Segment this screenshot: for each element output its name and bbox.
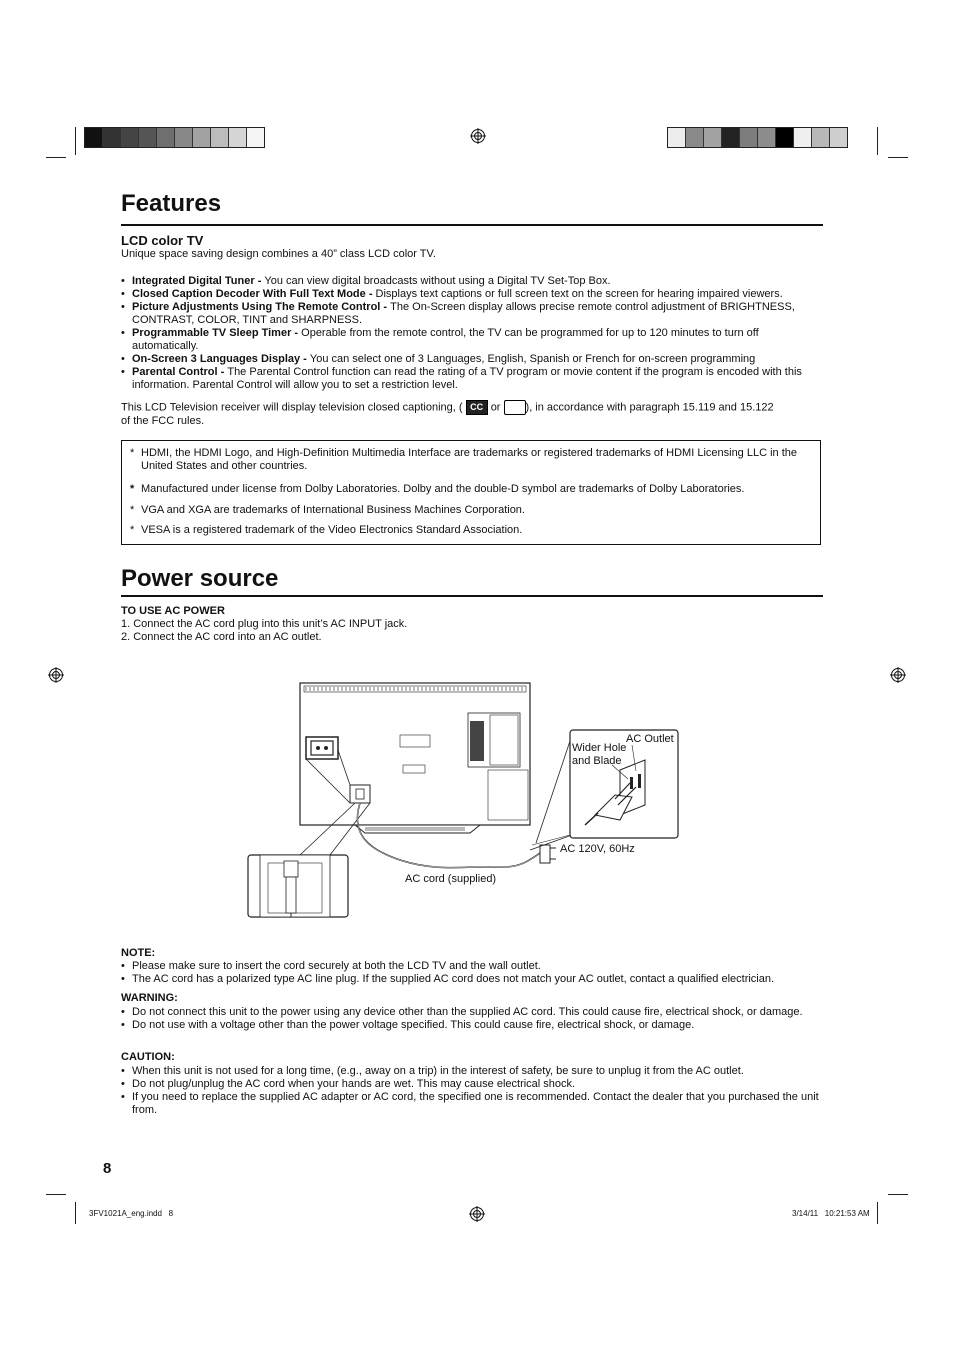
list-item: • Closed Caption Decoder With Full Text Mode - Displays text captions or full screen text on the screen for hearing impaired viewers. bbox=[121, 288, 826, 301]
ac-voltage-label: AC 120V, 60Hz bbox=[560, 843, 635, 855]
wider-hole-label: and Blade bbox=[572, 755, 622, 767]
list-item: • Programmable TV Sleep Timer - Operable from the remote control, the TV can be programmed for up to 120 minutes to turn off automatically. bbox=[121, 327, 826, 353]
caption-box-icon bbox=[504, 400, 526, 415]
trademark-note: * VGA and XGA are trademarks of International Business Machines Corporation. bbox=[130, 504, 525, 516]
color-swatch bbox=[686, 128, 704, 147]
trademark-box bbox=[121, 440, 821, 545]
caution-heading: CAUTION: bbox=[121, 1051, 175, 1063]
print-timestamp: 3/14/11 10:21:53 AM bbox=[792, 1209, 870, 1218]
lcd-description: Unique space saving design combines a 40” class LCD color TV. bbox=[121, 248, 436, 260]
file-name: 3FV1021A_eng.indd 8 bbox=[89, 1209, 174, 1218]
color-bar-left bbox=[84, 127, 265, 148]
trademark-note: * HDMI, the HDMI Logo, and High-Definition Multimedia Interface are trademarks or registered trademarks of HDMI Licensing LLC in the United States and other countries. bbox=[130, 447, 797, 472]
step-1: 1. Connect the AC cord plug into this unit’s AC INPUT jack. bbox=[121, 618, 408, 630]
registration-mark-icon bbox=[890, 667, 906, 683]
features-rule bbox=[121, 224, 823, 226]
power-title: Power source bbox=[121, 565, 279, 592]
crop-mark bbox=[877, 127, 878, 155]
color-swatch bbox=[211, 128, 229, 147]
list-item: • On-Screen 3 Languages Display - You can select one of 3 Languages, English, Spanish or French for on-screen programming bbox=[121, 353, 826, 366]
list-item: • The AC cord has a polarized type AC line plug. If the supplied AC cord does not match your AC outlet, contact a qualified electrician. bbox=[121, 973, 826, 986]
registration-mark-icon bbox=[469, 1206, 485, 1222]
cc-icon: CC bbox=[466, 400, 488, 415]
list-item: • Please make sure to insert the cord securely at both the LCD TV and the wall outlet. bbox=[121, 960, 826, 973]
list-item: • Do not use with a voltage other than the power voltage specified. This could cause fire, electrical shock, or damage. bbox=[121, 1019, 826, 1032]
crop-mark bbox=[888, 157, 908, 158]
step-2: 2. Connect the AC cord into an AC outlet. bbox=[121, 631, 322, 643]
caution-list bbox=[121, 1065, 826, 1117]
color-swatch bbox=[139, 128, 157, 147]
color-swatch bbox=[776, 128, 794, 147]
power-rule bbox=[121, 595, 823, 597]
registration-mark-icon bbox=[470, 128, 486, 144]
crop-mark bbox=[877, 1202, 878, 1224]
color-swatch bbox=[758, 128, 776, 147]
wider-hole-label: Wider Hole bbox=[572, 742, 627, 754]
list-item: • When this unit is not used for a long time, (e.g., away on a trip) in the interest of safety, be sure to unplug it from the AC outlet. bbox=[121, 1065, 826, 1078]
ac-cord-label: AC cord (supplied) bbox=[405, 873, 497, 885]
list-item: • If you need to replace the supplied AC adapter or AC cord, the specified one is recommended. Contact the dealer that you purchased the unit from. bbox=[121, 1091, 826, 1117]
trademark-note: * Manufactured under license from Dolby Laboratories. Dolby and the double-D symbol are trademarks of Dolby Laboratories. bbox=[130, 483, 745, 495]
feature-list bbox=[121, 275, 826, 392]
list-item: • Parental Control - The Parental Control function can read the rating of a TV program or movie content if the program is encoded with this information. Parental Control will allow you to set a restriction level. bbox=[121, 366, 826, 392]
crop-mark bbox=[75, 127, 76, 155]
color-swatch bbox=[668, 128, 686, 147]
color-swatch bbox=[103, 128, 121, 147]
closed-caption-note: This LCD Television receiver will display television closed captioning, ( CC or ), in accordance with paragraph 15.119 and 15.122 of the FCC rules. bbox=[121, 401, 774, 427]
crop-mark bbox=[888, 1194, 908, 1195]
features-title: Features bbox=[121, 190, 222, 217]
color-swatch bbox=[229, 128, 247, 147]
list-item: • Picture Adjustments Using The Remote Control - The On-Screen display allows precise remote control adjustment of BRIGHTNESS, CONTRAST, COLOR, TINT and SHARPNESS. bbox=[121, 301, 826, 327]
lcd-heading: LCD color TV bbox=[121, 233, 204, 248]
color-swatch bbox=[794, 128, 812, 147]
color-swatch bbox=[812, 128, 830, 147]
list-item: • Do not plug/unplug the AC cord when your hands are wet. This may cause electrical shock. bbox=[121, 1078, 826, 1091]
color-swatch bbox=[830, 128, 847, 147]
note-heading: NOTE: bbox=[121, 947, 156, 959]
crop-mark bbox=[46, 1194, 66, 1195]
color-bar-right bbox=[667, 127, 848, 148]
trademark-note: * VESA is a registered trademark of the Video Electronics Standard Association. bbox=[130, 524, 523, 536]
ac-outlet-label: AC Outlet bbox=[626, 733, 674, 745]
color-swatch bbox=[193, 128, 211, 147]
warning-list bbox=[121, 1006, 826, 1032]
registration-mark-icon bbox=[48, 667, 64, 683]
crop-mark bbox=[46, 157, 66, 158]
list-item: • Integrated Digital Tuner - You can view digital broadcasts without using a Digital TV Set-Top Box. bbox=[121, 275, 826, 288]
tv-rear-illustration bbox=[300, 683, 530, 833]
ac-connection-diagram bbox=[240, 675, 690, 925]
note-list bbox=[121, 960, 826, 986]
page-number: 8 bbox=[103, 1160, 112, 1177]
warning-heading: WARNING: bbox=[121, 992, 178, 1004]
color-swatch bbox=[722, 128, 740, 147]
color-swatch bbox=[175, 128, 193, 147]
list-item: • Do not connect this unit to the power using any device other than the supplied AC cord. This could cause fire, electrical shock, or damage. bbox=[121, 1006, 826, 1019]
crop-mark bbox=[75, 1202, 76, 1224]
color-swatch bbox=[85, 128, 103, 147]
color-swatch bbox=[247, 128, 264, 147]
color-swatch bbox=[704, 128, 722, 147]
color-swatch bbox=[157, 128, 175, 147]
color-swatch bbox=[740, 128, 758, 147]
color-swatch bbox=[121, 128, 139, 147]
ac-power-heading: TO USE AC POWER bbox=[121, 605, 225, 617]
